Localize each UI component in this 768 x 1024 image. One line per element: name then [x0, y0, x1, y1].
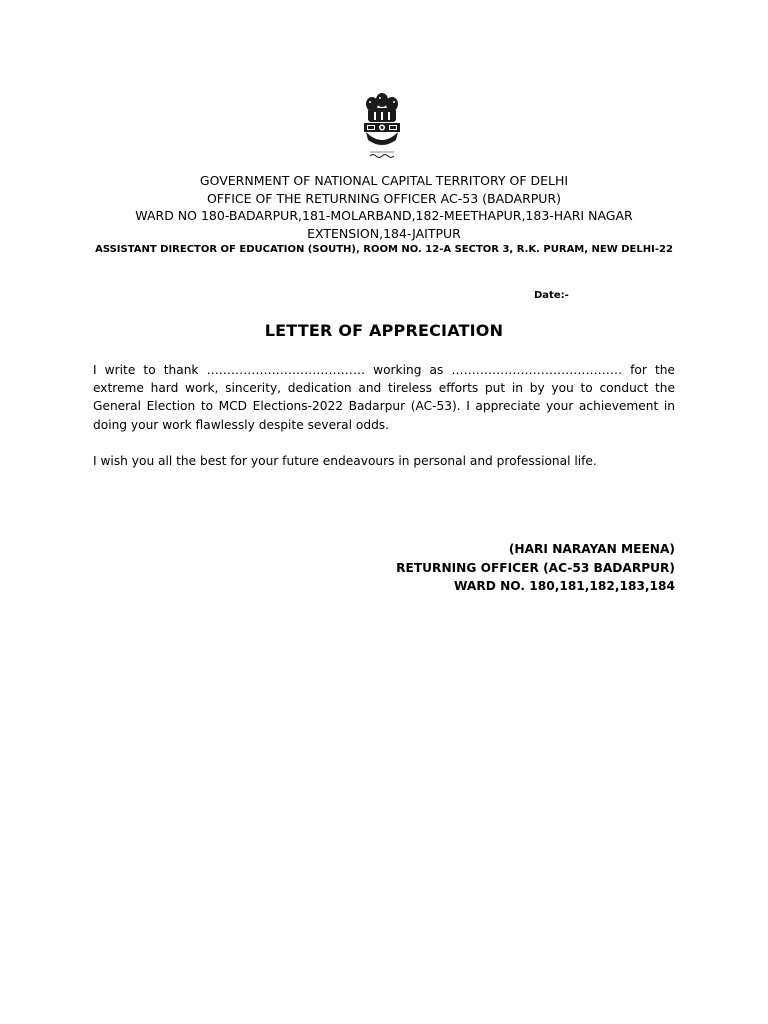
- header-wards-line: WARD NO 180-BADARPUR,181-MOLARBAND,182-MEETHAPUR,183-HARI NAGAR: [135, 208, 633, 223]
- header-government-line: GOVERNMENT OF NATIONAL CAPITAL TERRITORY OF DELHI: [199, 173, 569, 188]
- signatory-wards: WARD NO. 180,181,182,183,184: [454, 579, 675, 593]
- letter-body: [93, 361, 675, 434]
- state-emblem-icon: [356, 88, 408, 166]
- letter-title: LETTER OF APPRECIATION: [264, 321, 504, 340]
- signatory-name: (HARI NARAYAN MEENA): [508, 542, 675, 556]
- signatory-designation: RETURNING OFFICER (AC-53 BADARPUR): [396, 560, 675, 575]
- body-paragraph: I write to thank ………………………………… working as …………………………………… for the extreme hard work, sincerity, dedication and tireless efforts put in by you to conduct the General Election to MCD Elections-2022 Badarpur (AC-53). I appreciate your achievement in doing your work flawlessly despite several odds.: [93, 363, 675, 432]
- closing-paragraph: I wish you all the best for your future endeavours in personal and professional life.: [93, 454, 597, 468]
- date-label: Date:-: [534, 290, 569, 301]
- header-address-line: ASSISTANT DIRECTOR OF EDUCATION (SOUTH), ROOM NO. 12-A SECTOR 3, R.K. PURAM, NEW DELHI-22: [95, 244, 673, 255]
- header-wards-continuation: EXTENSION,184-JAITPUR: [307, 225, 461, 241]
- letterhead: [92, 172, 676, 257]
- header-office-line: OFFICE OF THE RETURNING OFFICER AC-53 (BADARPUR): [206, 190, 562, 206]
- signature-block: [396, 540, 675, 596]
